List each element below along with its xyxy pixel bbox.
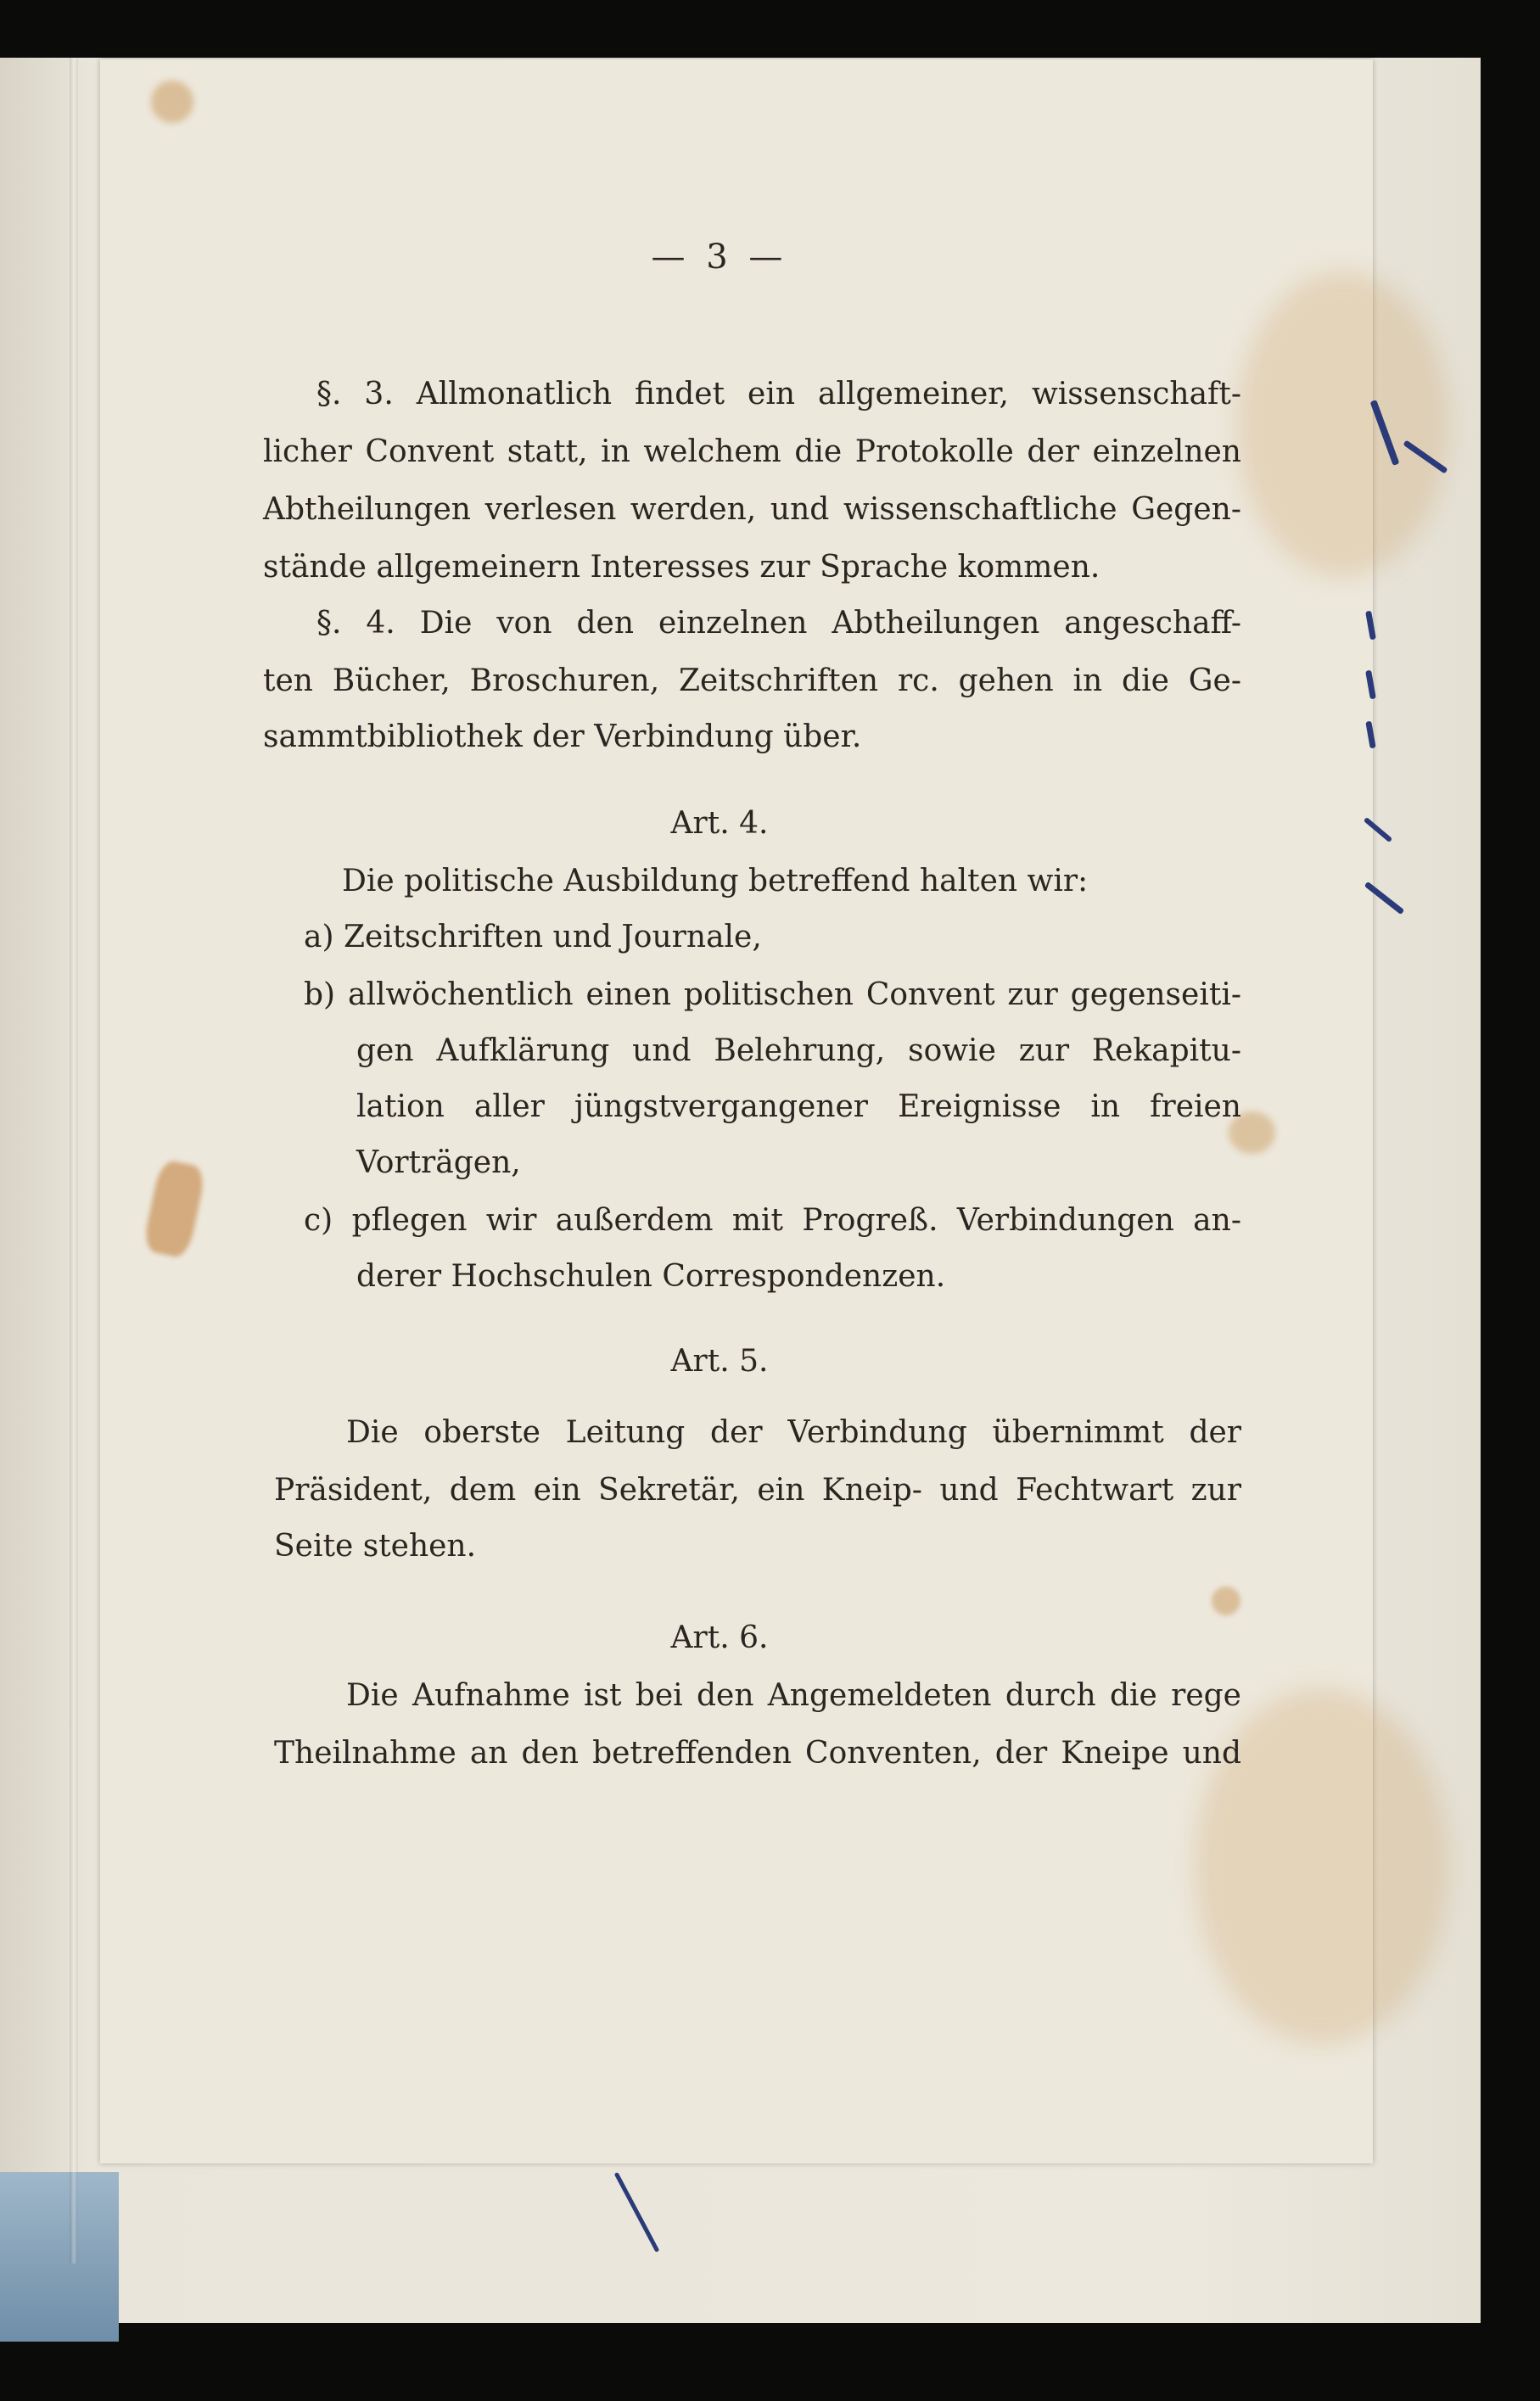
list-item: c) pflegen wir außerdem mit Progreß. Verbindungen an- <box>304 1203 1241 1238</box>
article-heading: Art. 5. <box>670 1344 769 1379</box>
list-item: a) Zeitschriften und Journale, <box>304 920 762 954</box>
page-number: — 3 — <box>651 238 788 277</box>
article-heading: Art. 4. <box>670 806 769 841</box>
paragraph-line: Theilnahme an den betreffenden Conventen, der Kneipe und <box>274 1736 1241 1771</box>
foxing-stain <box>151 81 193 123</box>
paragraph-line: Abtheilungen verlesen werden, und wissenschaftliche Gegen- <box>263 492 1241 527</box>
list-item-continuation: derer Hochschulen Correspondenzen. <box>356 1259 946 1294</box>
foxing-stain <box>142 1158 207 1259</box>
paragraph-line: stände allgemeinern Interesses zur Sprache kommen. <box>263 550 1100 585</box>
article-heading: Art. 6. <box>670 1620 769 1655</box>
list-item-continuation: lation aller jüngstvergangener Ereignisse in freien <box>356 1089 1241 1124</box>
paragraph-line: Die oberste Leitung der Verbindung übernimmt der <box>346 1415 1241 1450</box>
list-item-continuation: gen Aufklärung und Belehrung, sowie zur Rekapitu- <box>356 1033 1241 1068</box>
binding-fold <box>70 58 78 2264</box>
foxing-stain <box>1212 1587 1240 1615</box>
paragraph-line: sammtbibliothek der Verbindung über. <box>263 719 862 754</box>
list-item: b) allwöchentlich einen politischen Convent zur gegenseiti- <box>304 977 1241 1012</box>
document-page <box>100 59 1373 2163</box>
paragraph-line: Präsident, dem ein Sekretär, ein Kneip- und Fechtwart zur <box>274 1473 1241 1508</box>
paragraph-line: Seite stehen. <box>274 1529 477 1564</box>
article-intro: Die politische Ausbildung betreffend halten wir: <box>342 864 1089 898</box>
paragraph-line: ten Bücher, Broschuren, Zeitschriften rc. gehen in die Ge- <box>263 663 1241 698</box>
paragraph-line: §. 3. Allmonatlich findet ein allgemeiner, wissenschaft- <box>316 377 1241 411</box>
blue-binding-strip <box>0 2172 119 2342</box>
foxing-stain <box>1237 271 1449 577</box>
paragraph-line: §. 4. Die von den einzelnen Abtheilungen angeschaff- <box>316 606 1241 641</box>
paragraph-line: licher Convent statt, in welchem die Protokolle der einzelnen <box>263 434 1241 469</box>
paragraph-line: Die Aufnahme ist bei den Angemeldeten durch die rege <box>346 1678 1241 1713</box>
list-item-continuation: Vorträgen, <box>356 1145 521 1180</box>
